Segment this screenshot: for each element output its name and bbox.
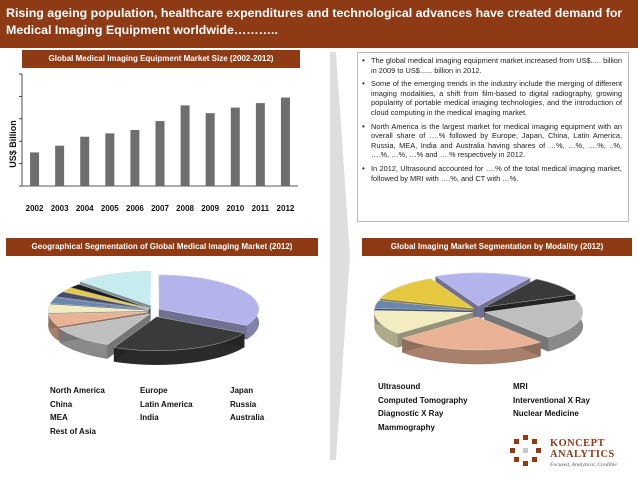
x-tick-label: 2008 bbox=[176, 204, 194, 213]
x-tick-label: 2009 bbox=[201, 204, 220, 213]
legend-item: Interventional X Ray bbox=[513, 395, 590, 405]
legend-item: Europe bbox=[140, 386, 168, 395]
x-tick-label: 2010 bbox=[226, 204, 245, 213]
bullet-icon: • bbox=[362, 163, 365, 173]
logo-brand-line2: ANALYTICS bbox=[550, 449, 615, 460]
legend-item: Rest of Asia bbox=[50, 426, 96, 436]
insights-box bbox=[357, 52, 629, 222]
x-tick-label: 2007 bbox=[151, 204, 169, 213]
geo-chart-title: Geographical Segmentation of Global Medical Imaging Market (2012) bbox=[6, 238, 318, 256]
legend-item: Australia bbox=[230, 413, 265, 422]
bullet-text: In 2012, Ultrasound accounted for ….% of the total medical imaging market, followed by MRI with ….%, and CT with …%. bbox=[371, 163, 622, 183]
legend-column bbox=[378, 380, 468, 434]
bullet-text: The global medical imaging equipment market increased from US$..... billion in 2009 to US$...... billion in 2012. bbox=[371, 56, 622, 75]
legend-item: Computed Tomography bbox=[378, 395, 468, 405]
bullet-item bbox=[362, 79, 622, 117]
bullet-item bbox=[362, 164, 622, 183]
y-axis-label: US$ Billion bbox=[8, 120, 18, 168]
bar-2002 bbox=[30, 152, 39, 186]
legend-item: MEA bbox=[50, 413, 68, 422]
legend-item: MRI bbox=[513, 382, 528, 391]
logo-mark-icon bbox=[510, 435, 546, 473]
bar-chart bbox=[0, 66, 320, 216]
legend-item: Nuclear Medicine bbox=[513, 409, 579, 418]
bullet-text: North America is the largest market for medical imaging equipment with an overall share of ….% followed by Europe, Japan, China, Latin America, Russia, MEA, India and Australia having shares of …%, …%, ….%, ..%, ….%, …%, …% and ….% respectively in 2012. bbox=[371, 121, 622, 160]
geo-pie-chart bbox=[36, 266, 276, 376]
legend-item: India bbox=[140, 413, 159, 422]
legend-item: Russia bbox=[230, 399, 257, 409]
x-tick-label: 2006 bbox=[126, 204, 144, 213]
legend-item: Ultrasound bbox=[378, 382, 421, 391]
bar-2005 bbox=[105, 133, 114, 186]
divider-arrow bbox=[330, 52, 352, 460]
logo-brand-line1: KONCEPT bbox=[550, 438, 605, 449]
modality-pie-chart bbox=[356, 266, 596, 376]
legend-column bbox=[230, 384, 264, 425]
bar-2006 bbox=[130, 130, 139, 186]
x-tick-label: 2012 bbox=[276, 204, 295, 213]
header-banner bbox=[0, 0, 638, 48]
x-tick-label: 2003 bbox=[50, 204, 69, 213]
bar-2003 bbox=[55, 146, 64, 186]
legend-item: Latin America bbox=[140, 399, 193, 409]
bar-2012 bbox=[281, 98, 290, 186]
legend-item: Diagnostic X Ray bbox=[378, 409, 444, 418]
x-tick-label: 2004 bbox=[75, 204, 94, 213]
bar-2011 bbox=[256, 103, 265, 186]
legend-item: China bbox=[50, 399, 73, 409]
bar-2010 bbox=[231, 108, 240, 186]
company-logo bbox=[508, 434, 636, 474]
bar-2004 bbox=[80, 137, 89, 186]
logo-tagline: Focused, Analytical, Credible bbox=[550, 462, 617, 468]
bullet-icon: • bbox=[362, 79, 365, 89]
bar-chart-title: Global Medical Imaging Equipment Market Size (2002-2012) bbox=[22, 50, 300, 68]
bullet-text: Some of the emerging trends in the industry include the merging of different imaging modalities, a shift from film-based to digital radiography, growing popularity of portable medical imaging technologies, and the introduction of cloud computing in the medical imaging market. bbox=[371, 79, 622, 117]
bar-2008 bbox=[181, 105, 190, 186]
legend-column bbox=[140, 384, 193, 425]
bullet-item bbox=[362, 122, 622, 160]
legend-item: North America bbox=[50, 386, 105, 395]
bullet-item bbox=[362, 56, 622, 75]
page-title: Rising ageing population, healthcare expenditures and technological advances have created demand for Medical Imaging Equipment worldwide……….. bbox=[6, 6, 623, 37]
bullet-icon: • bbox=[362, 56, 365, 65]
x-tick-label: 2011 bbox=[251, 204, 270, 213]
bar-2007 bbox=[156, 121, 165, 186]
legend-column bbox=[50, 384, 105, 438]
bullet-icon: • bbox=[362, 121, 365, 131]
x-tick-label: 2005 bbox=[100, 204, 119, 213]
x-tick-label: 2002 bbox=[25, 204, 44, 213]
modality-chart-title: Global Imaging Market Segmentation by Modality (2012) bbox=[362, 238, 632, 256]
bar-2009 bbox=[206, 113, 215, 186]
legend-item: Mammography bbox=[378, 422, 435, 432]
legend-item: Japan bbox=[230, 386, 254, 395]
legend-column bbox=[513, 380, 590, 421]
